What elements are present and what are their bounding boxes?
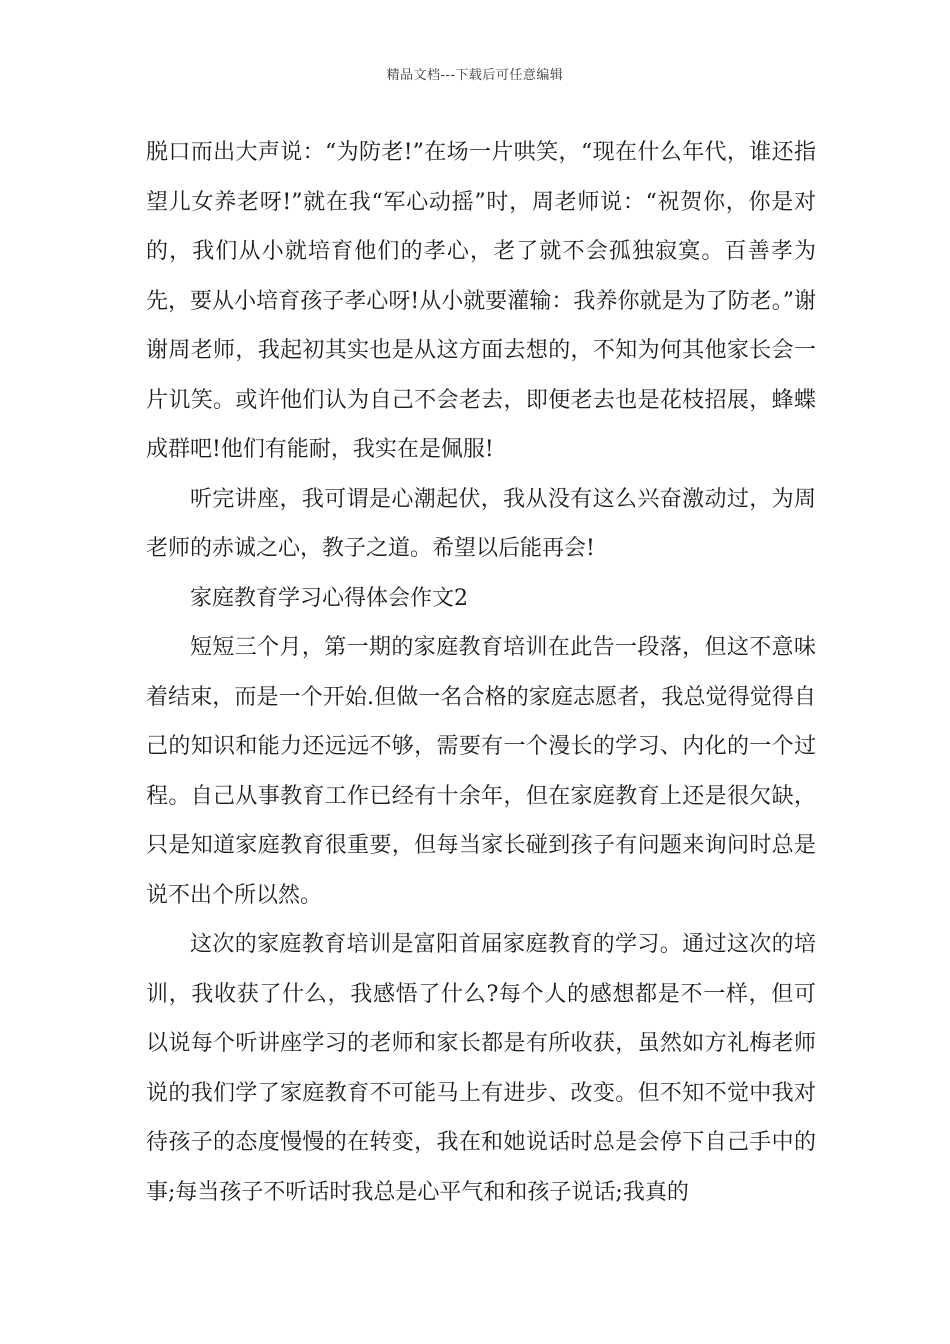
paragraph-3: 短短三个月，第一期的家庭教育培训在此告一段落，但这不意味着结束，而是一个开始.但做一名合格的家庭志愿者，我总觉得觉得自己的知识和能力还远远不够，需要有一个漫长的学习、内化的一个过程。自己从事教育工作已经有十余年，但在家庭教育上还是很欠缺，只是知道家庭教育很重要，但每当家长碰到孩子有问题来询问时总是说不出个所以然。	[146, 635, 816, 908]
section-heading: 家庭教育学习心得体会作文2	[190, 585, 468, 611]
page-header: 精品文档---下载后可任意编辑	[386, 68, 564, 83]
paragraph-2: 听完讲座，我可谓是心潮起伏，我从没有这么兴奋激动过，为周老师的赤诚之心，教子之道。希望以后能再会!	[146, 486, 816, 561]
paragraph-1: 脱口而出大声说：“为防老!”在场一片哄笑，“现在什么年代，谁还指望儿女养老呀!”就在我“军心动摇”时，周老师说：“祝贺你，你是对的，我们从小就培育他们的孝心，老了就不会孤独寂寞。百善孝为先，要从小培育孩子孝心呀!从小就要灌输：我养你就是为了防老。”谢谢周老师，我起初其实也是从这方面去想的，不知为何其他家长会一片讥笑。或许他们认为自己不会老去，即便老去也是花枝招展，蜂蝶成群吧!他们有能耐，我实在是佩服!	[146, 140, 816, 462]
paragraph-4: 这次的家庭教育培训是富阳首届家庭教育的学习。通过这次的培训，我收获了什么，我感悟了什么?每个人的感想都是不一样，但可以说每个听讲座学习的老师和家长都是有所收获，虽然如方礼梅老师说的我们学了家庭教育不可能马上有进步、改变。但不知不觉中我对待孩子的态度慢慢的在转变，我在和她说话时总是会停下自己手中的事;每当孩子不听话时我总是心平气和和孩子说话;我真的	[146, 932, 816, 1205]
document-body	[146, 128, 816, 1217]
